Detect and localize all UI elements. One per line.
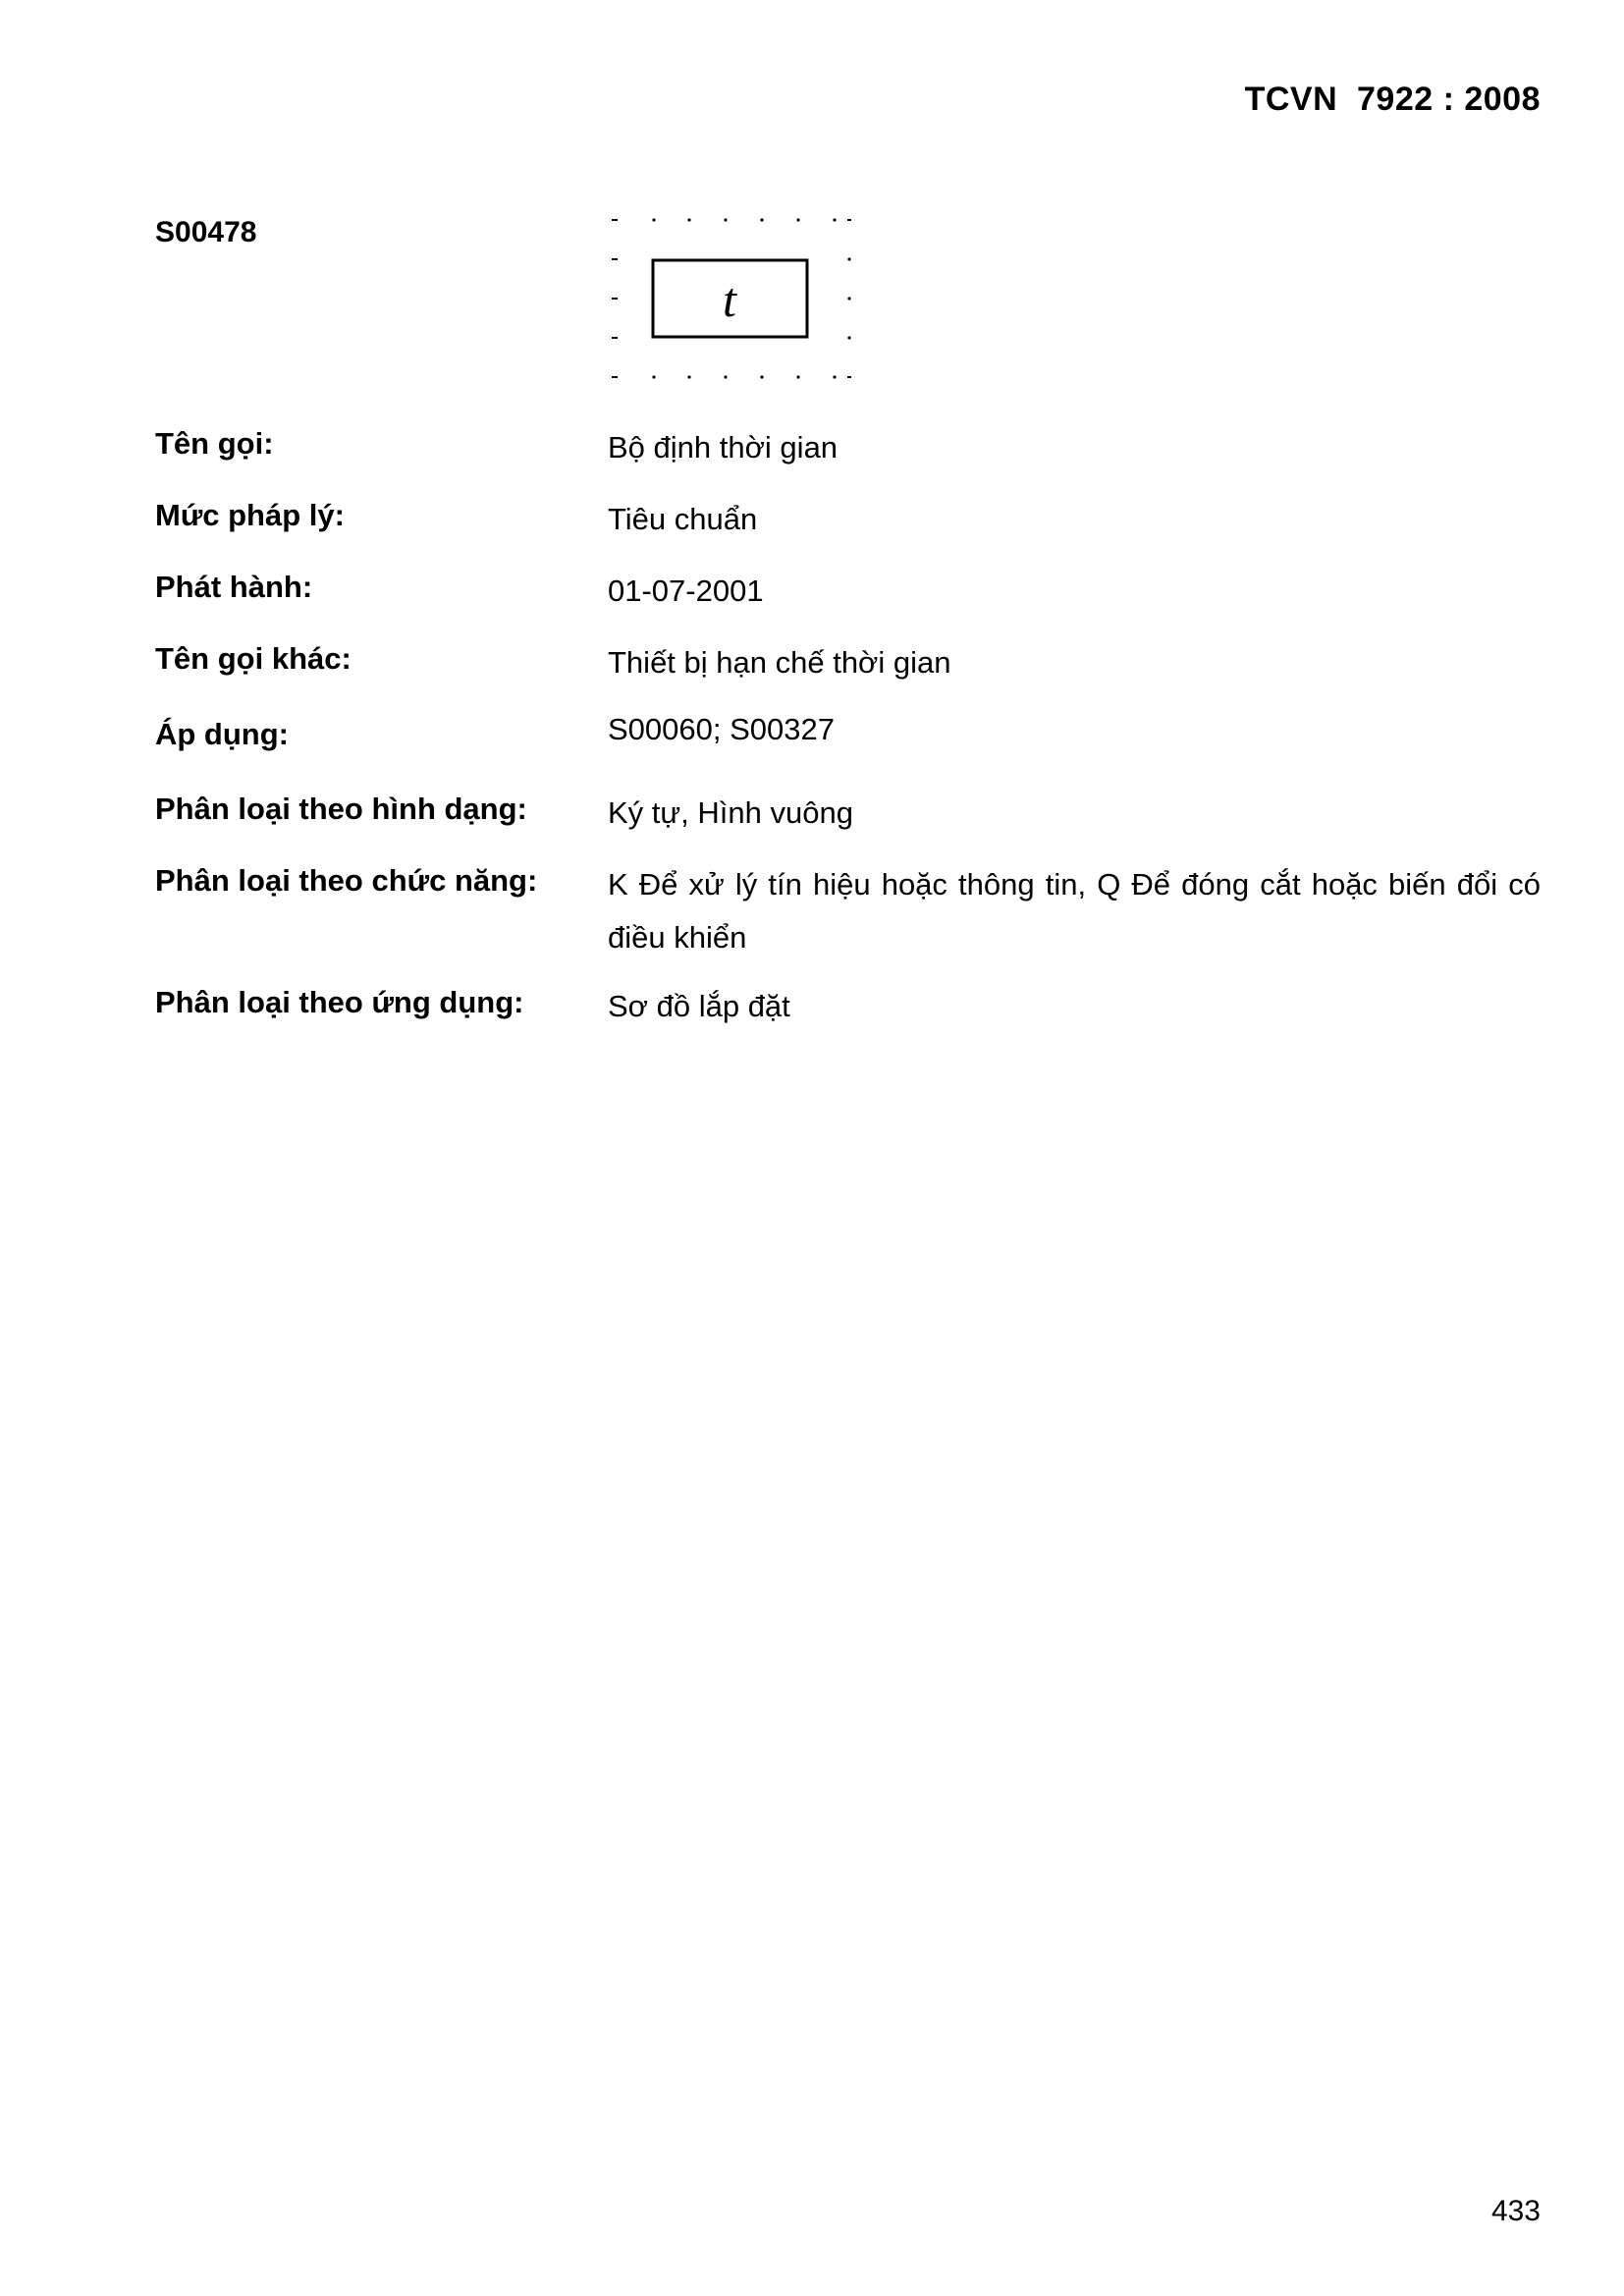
field-label: Mức pháp lý:: [155, 498, 345, 532]
field-label: Tên gọi:: [155, 426, 274, 461]
field-label: Phân loại theo ứng dụng:: [155, 985, 524, 1019]
field-value: Ký tự, Hình vuông: [608, 795, 853, 830]
symbol-id: S00478: [155, 216, 257, 248]
field-label: Phát hành:: [155, 570, 313, 604]
page-number: 433: [1490, 2195, 1541, 2227]
field-label: Áp dụng:: [155, 717, 290, 751]
field-value: Sơ đồ lắp đặt: [608, 989, 790, 1023]
field-value: S00060; S00327: [608, 712, 835, 746]
field-label: Phân loại theo chức năng:: [155, 863, 538, 898]
field-value: Thiết bị hạn chế thời gian: [608, 645, 951, 680]
field-value: Tiêu chuẩn: [608, 502, 758, 536]
field-value: K Để xử lý tín hiệu hoặc thông tin, Q Để đóng cắt hoặc biến đổi có điều khiển: [608, 867, 1541, 955]
field-value: 01-07-2001: [608, 574, 764, 608]
field-value: Bộ định thời gian: [608, 430, 839, 465]
field-label: Tên gọi khác:: [155, 641, 352, 676]
symbol-letter: t: [723, 272, 736, 327]
field-label: Phân loại theo hình dạng:: [155, 792, 527, 826]
standard-code: TCVN 7922 : 2008: [1244, 81, 1541, 118]
timer-symbol-icon: [599, 204, 864, 391]
